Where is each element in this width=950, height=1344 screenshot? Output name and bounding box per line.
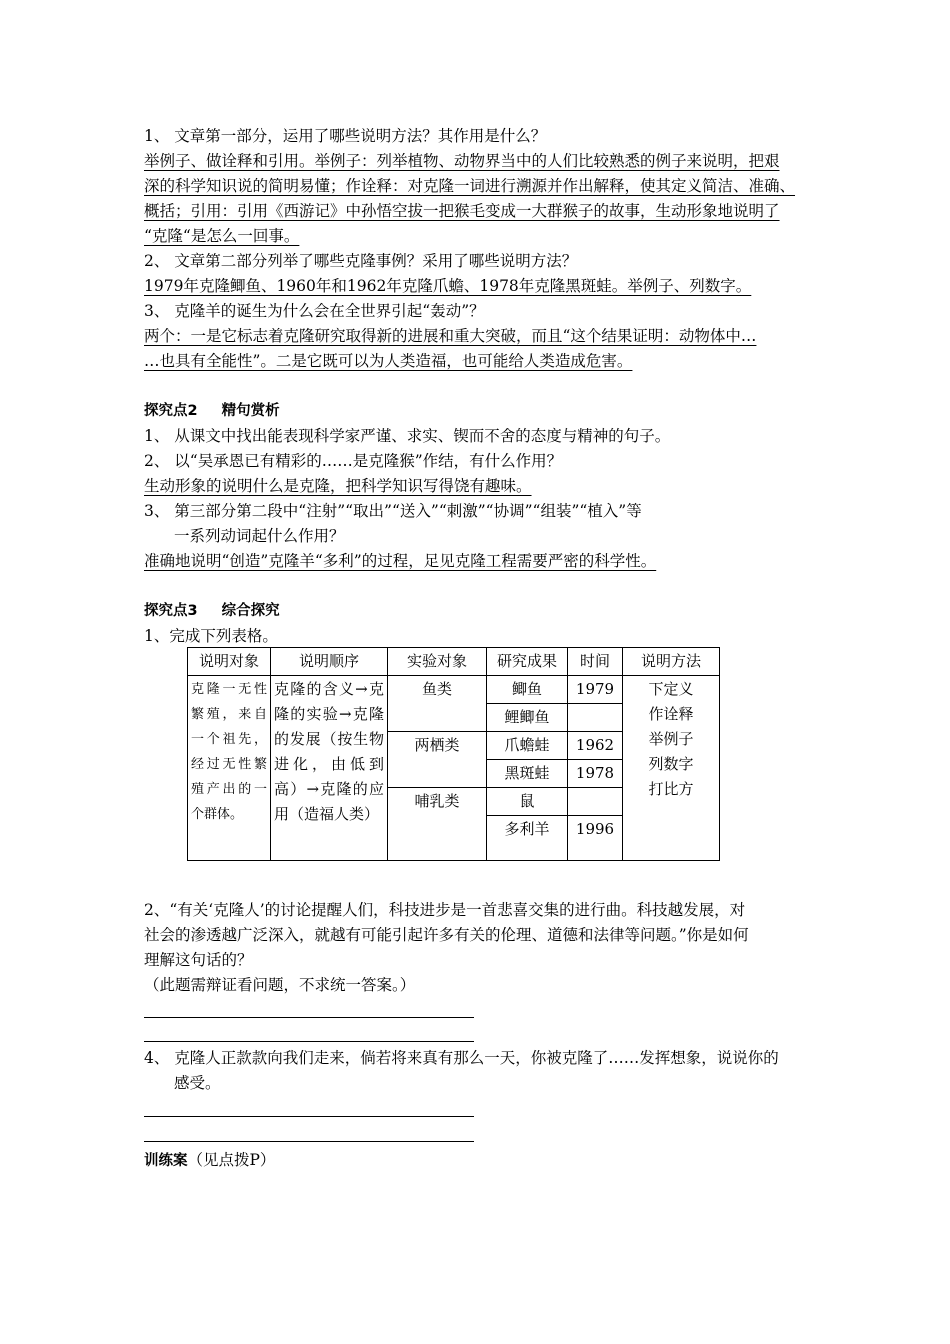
answer-blank-line[interactable] xyxy=(144,1116,474,1117)
section-3-title: 探究点3 xyxy=(144,603,198,619)
method-3: 举例子 xyxy=(648,730,694,748)
cell-time-5 xyxy=(568,788,623,816)
cell-time-3: 1962 xyxy=(568,732,623,760)
cell-result-1: 鲫鱼 xyxy=(487,676,568,704)
cell-time-6: 1996 xyxy=(568,816,623,861)
s3-note: （此题需辩证看问题，不求统一答案。） xyxy=(144,976,416,994)
method-5: 打比方 xyxy=(648,780,694,798)
answer-1-line-4: “克隆“是怎么一回事。 xyxy=(144,227,300,245)
cell-group-amphibian: 两栖类 xyxy=(388,732,487,788)
answer-3-line-2: …也具有全能性”。二是它既可以为人类造福，也可能给人类造成危害。 xyxy=(144,352,633,370)
cell-object: 克隆一无性繁殖，来自一个祖先，经过无性繁殖产出的一个群体。 xyxy=(188,676,271,861)
training-heading xyxy=(144,1148,816,1174)
s3-question-2-line-1: 2、“有关‘克隆人’的讨论提醒人们，科技进步是一首悲喜交集的进行曲。科技越发展，对 xyxy=(144,901,746,919)
section-3-continued xyxy=(144,898,816,998)
s3-question-1: 1、完成下列表格。 xyxy=(144,627,278,645)
table-row xyxy=(188,676,720,704)
table-header-row xyxy=(188,648,720,676)
section-2-subtitle: 精句赏析 xyxy=(221,403,280,419)
question-3: 3、 克隆羊的诞生为什么会在全世界引起“轰动”？ xyxy=(144,302,485,320)
s3-question-4-line-1: 4、 克隆人正款款向我们走来，倘若将来真有那么一天，你被克隆了……发挥想象，说说你的 xyxy=(144,1049,779,1067)
header-time: 时间 xyxy=(568,648,623,676)
cell-result-4: 黑斑蛙 xyxy=(487,760,568,788)
s2-question-1: 1、 从课文中找出能表现科学家严谨、求实、锲而不舍的态度与精神的句子。 xyxy=(144,427,671,445)
cell-time-1: 1979 xyxy=(568,676,623,704)
summary-table xyxy=(187,647,720,861)
s2-answer-3: 准确地说明“创造”克隆羊“多利”的过程，足见克隆工程需要严密的科学性。 xyxy=(144,552,657,570)
s2-question-3-line-1: 3、 第三部分第二段中“注射”“取出”“送入”“刺激”“协调”“组装”“植入”等 xyxy=(144,502,642,520)
section-3-heading xyxy=(144,599,816,624)
cell-group-fish: 鱼类 xyxy=(388,676,487,732)
s2-question-2: 2、 以“吴承恩已有精彩的……是克隆猴”作结，有什么作用？ xyxy=(144,452,563,470)
footer xyxy=(144,1148,816,1174)
cell-result-2: 鲤鲫鱼 xyxy=(487,704,568,732)
s3-question-4-line-2: 感受。 xyxy=(174,1074,221,1092)
method-1: 下定义 xyxy=(648,680,694,698)
answer-blank-line[interactable] xyxy=(144,1041,474,1042)
s3-question-2-line-2: 社会的渗透越广泛深入，就越有可能引起许多有关的伦理、道德和法律等问题。”你是如何 xyxy=(144,926,749,944)
section-3-q4 xyxy=(144,1046,816,1096)
answer-2: 1979年克隆鲫鱼、1960年和1962年克隆爪蟾、1978年克隆黑斑蛙。举例子、列数字。 xyxy=(144,277,752,295)
cell-time-4: 1978 xyxy=(568,760,623,788)
worksheet-page xyxy=(144,124,816,649)
header-object: 说明对象 xyxy=(188,648,271,676)
answer-3-line-1: 两个：一是它标志着克隆研究取得新的进展和重大突破，而且“这个结果证明：动物体中… xyxy=(144,327,757,345)
cell-result-5: 鼠 xyxy=(487,788,568,816)
answer-1-line-2: 深的科学知识说的简明易懂；作诠释：对克隆一词进行溯源并作出解释，使其定义简洁、准确、 xyxy=(144,177,796,195)
answer-blank-line[interactable] xyxy=(144,1017,474,1018)
cell-result-3: 爪蟾蛙 xyxy=(487,732,568,760)
header-subject: 实验对象 xyxy=(388,648,487,676)
cell-time-2 xyxy=(568,704,623,732)
summary-table-wrap xyxy=(187,647,720,861)
s3-question-2-line-3: 理解这句话的？ xyxy=(144,951,253,969)
section-2-title: 探究点2 xyxy=(144,403,198,419)
training-note: （见点拨P） xyxy=(187,1151,276,1169)
cell-result-6: 多利羊 xyxy=(487,816,568,861)
cell-methods xyxy=(623,676,720,861)
cell-group-mammal: 哺乳类 xyxy=(388,788,487,861)
method-2: 作诠释 xyxy=(648,705,694,723)
question-1: 1、 文章第一部分，运用了哪些说明方法？其作用是什么？ xyxy=(144,127,547,145)
question-2: 2、 文章第二部分列举了哪些克隆事例？采用了哪些说明方法？ xyxy=(144,252,578,270)
s2-answer-2: 生动形象的说明什么是克隆，把科学知识写得饶有趣味。 xyxy=(144,477,532,495)
section-2-heading xyxy=(144,399,816,424)
s2-question-3-line-2: 一系列动词起什么作用？ xyxy=(174,527,345,545)
header-order: 说明顺序 xyxy=(271,648,388,676)
cell-order: 克隆的含义→克隆的实验→克隆的发展（按生物进化，由低到高）→克隆的应用（造福人类） xyxy=(271,676,388,861)
header-result: 研究成果 xyxy=(487,648,568,676)
answer-blank-line[interactable] xyxy=(144,1141,474,1142)
header-method: 说明方法 xyxy=(623,648,720,676)
training-label: 训练案 xyxy=(144,1153,188,1169)
section-3-subtitle: 综合探究 xyxy=(221,603,280,619)
answer-1-line-1: 举例子、做诠释和引用。举例子：列举植物、动物界当中的人们比较熟悉的例子来说明，把艰 xyxy=(144,152,780,170)
method-4: 列数字 xyxy=(648,755,694,773)
answer-1-line-3: 概括；引用：引用《西游记》中孙悟空拔一把猴毛变成一大群猴子的故事，生动形象地说明了 xyxy=(144,202,780,220)
